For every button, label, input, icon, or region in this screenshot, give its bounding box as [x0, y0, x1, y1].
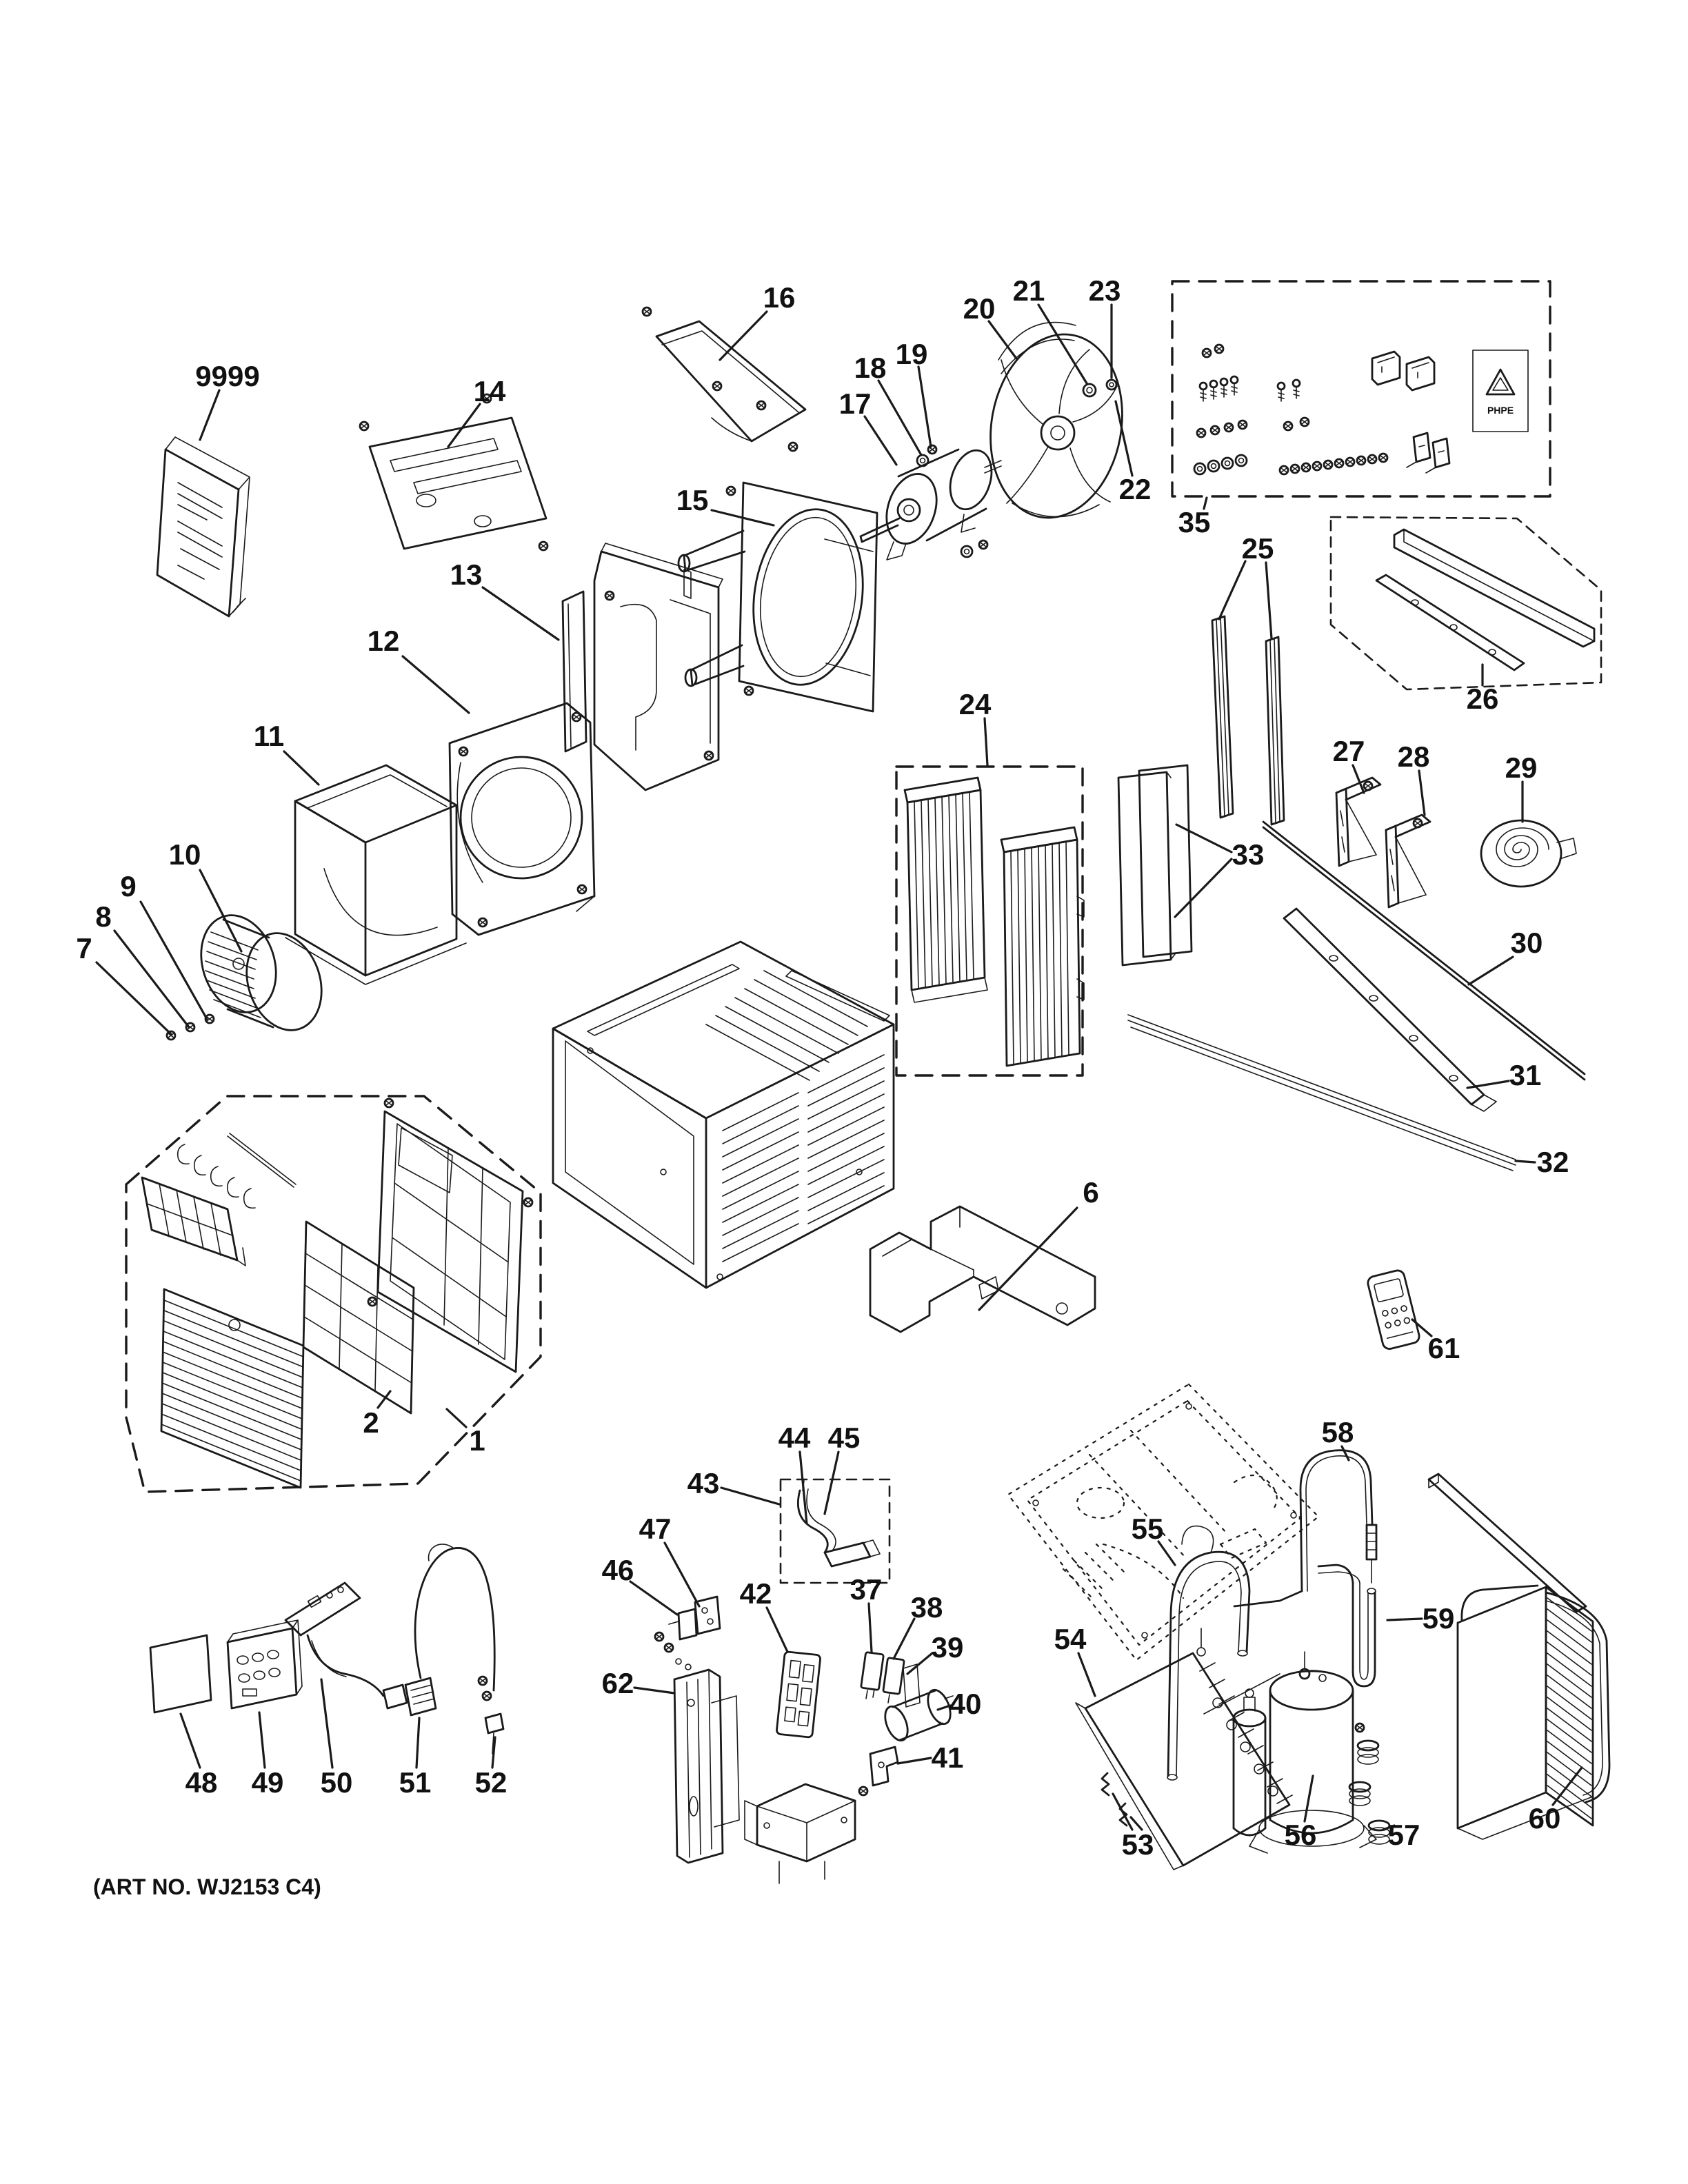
leader-line-55 [1158, 1541, 1175, 1565]
seal-bar-drawing [1429, 1474, 1586, 1612]
part-label-29: 29 [1505, 751, 1538, 784]
part-label-35: 35 [1178, 506, 1211, 538]
part-label-12: 12 [367, 625, 400, 657]
part-label-20: 20 [963, 292, 996, 325]
leader-line-33 [1176, 825, 1232, 852]
leader-line-40 [938, 1706, 950, 1710]
leader-line-50 [321, 1679, 332, 1768]
part-label-45: 45 [827, 1422, 861, 1454]
part-label-51: 51 [399, 1766, 432, 1799]
grommets-57-drawing [1349, 1723, 1389, 1844]
window-seal-strips-25-drawing [1212, 616, 1284, 825]
control-box-49-drawing [228, 1620, 302, 1708]
control-escutcheon-42-drawing [776, 1652, 821, 1738]
art-no: (ART NO. WJ2153 C4) [93, 1874, 321, 1899]
cabinet-wrapper-drawing [553, 942, 894, 1288]
leader-line-25 [1219, 561, 1245, 619]
leader-line-18 [878, 381, 921, 455]
part-label-28: 28 [1397, 740, 1430, 773]
condenser-coil-54-drawing [1076, 1628, 1292, 1870]
leader-line-54 [1078, 1653, 1095, 1696]
support-bracket-27-drawing [1336, 778, 1380, 866]
leader-line-44 [800, 1452, 807, 1524]
leader-line-42 [767, 1608, 787, 1652]
fan-motor-17-drawing [861, 445, 1001, 560]
curtain-frame-kit-box-26-drawing [1331, 517, 1601, 689]
insulation-panels-33-drawing [1118, 765, 1192, 965]
leader-line-38 [894, 1619, 914, 1659]
leader-line-13 [483, 587, 559, 640]
foam-seal-roll-29-drawing [1481, 820, 1576, 887]
part-label-49: 49 [251, 1766, 284, 1799]
leader-line-8 [114, 931, 189, 1027]
part-label-62: 62 [601, 1667, 634, 1699]
power-cord-51-drawing [405, 1544, 494, 1715]
part-label-26: 26 [1466, 682, 1499, 715]
part-label-19: 19 [895, 338, 928, 370]
leader-line-32 [1516, 1161, 1535, 1162]
leader-line-21 [1038, 305, 1087, 383]
leader-line-9 [141, 902, 207, 1019]
leader-line-1 [447, 1409, 466, 1427]
leader-line-9999 [200, 390, 219, 440]
u-tube-59-drawing [1318, 1565, 1376, 1686]
top-cover-16-drawing [643, 307, 805, 451]
leader-line-27 [1353, 765, 1364, 793]
part-label-17: 17 [838, 387, 872, 420]
part-label-24: 24 [958, 688, 992, 720]
leader-line-28 [1419, 771, 1425, 815]
leader-line-24 [985, 718, 987, 765]
part-label-1: 1 [469, 1424, 485, 1457]
capacitor-bracket-41-drawing [859, 1747, 898, 1795]
part-label-48: 48 [185, 1766, 218, 1799]
part-label-9999: 9999 [195, 360, 260, 392]
part-label-11: 11 [253, 720, 285, 752]
evaporator-coil-60-drawing [1458, 1586, 1609, 1839]
leader-line-10 [200, 870, 241, 951]
part-label-40: 40 [949, 1688, 982, 1720]
leader-line-37 [869, 1604, 872, 1652]
part-label-21: 21 [1012, 274, 1045, 307]
part-label-27: 27 [1332, 735, 1365, 767]
part-label-44: 44 [778, 1422, 811, 1454]
part-label-23: 23 [1088, 274, 1121, 307]
ribbon-cable-box-43-44-45-drawing [781, 1479, 890, 1583]
motor-nut-19-drawing [928, 445, 936, 454]
part-label-38: 38 [910, 1591, 943, 1624]
recycle-material-mark: PHPE [1487, 405, 1514, 416]
part-label-13: 13 [450, 558, 483, 591]
part-label-43: 43 [687, 1467, 720, 1499]
leader-line-53 [1113, 1794, 1132, 1830]
part-label-54: 54 [1054, 1623, 1087, 1655]
motor-washer-18-drawing [917, 455, 928, 466]
leader-line-62 [634, 1688, 674, 1693]
air-deflector-11-drawing [285, 765, 466, 984]
part-label-41: 41 [931, 1741, 964, 1774]
part-label-55: 55 [1131, 1513, 1164, 1545]
leader-line-59 [1387, 1619, 1422, 1620]
part-label-42: 42 [739, 1577, 772, 1610]
part-label-47: 47 [639, 1513, 672, 1545]
sill-plate-14-drawing [360, 394, 547, 550]
part-label-2: 2 [363, 1406, 379, 1439]
part-label-56: 56 [1284, 1819, 1317, 1851]
part-label-32: 32 [1536, 1146, 1569, 1178]
part-label-53: 53 [1121, 1828, 1154, 1861]
leader-line-49 [259, 1712, 265, 1768]
leader-line-47 [665, 1543, 699, 1606]
seal-strip-32-drawing [1128, 1015, 1516, 1171]
part-label-15: 15 [676, 484, 709, 516]
leader-line-11 [284, 751, 319, 785]
leader-line-41 [898, 1758, 931, 1763]
part-label-37: 37 [850, 1573, 883, 1606]
part-label-50: 50 [320, 1766, 353, 1799]
leader-line-39 [907, 1653, 932, 1674]
part-label-39: 39 [931, 1631, 964, 1664]
part-label-46: 46 [601, 1554, 634, 1586]
control-bracket-62-drawing [674, 1670, 739, 1863]
part-label-52: 52 [474, 1766, 508, 1799]
part-label-10: 10 [168, 838, 201, 871]
tubing-55-drawing [1167, 1526, 1249, 1780]
part-label-61: 61 [1427, 1332, 1460, 1364]
leader-line-7 [97, 962, 171, 1034]
part-label-6: 6 [1083, 1176, 1099, 1209]
leader-line-16 [720, 312, 767, 360]
leader-line-58 [1342, 1446, 1349, 1460]
leader-line-25 [1266, 563, 1272, 638]
part-label-8: 8 [95, 900, 112, 933]
part-label-59: 59 [1422, 1602, 1455, 1635]
leader-line-12 [403, 656, 469, 713]
leader-line-17 [865, 416, 896, 465]
part-label-58: 58 [1321, 1416, 1354, 1448]
support-bracket-28-drawing [1386, 815, 1430, 907]
part-label-9: 9 [120, 870, 137, 902]
leader-line-51 [416, 1718, 419, 1768]
switch-brackets-46-47-drawing [655, 1597, 720, 1670]
label-plate-48-drawing [150, 1635, 211, 1712]
leader-line-56 [1305, 1776, 1313, 1821]
part-label-16: 16 [763, 281, 796, 314]
leader-line-43 [721, 1488, 779, 1504]
switches-37-38-39-drawing [861, 1652, 920, 1707]
leader-line-45 [825, 1452, 838, 1514]
fan-shroud-15-drawing [679, 483, 877, 711]
part-label-18: 18 [854, 352, 887, 384]
leader-line-22 [1116, 401, 1132, 476]
part-label-60: 60 [1528, 1802, 1561, 1834]
part-label-30: 30 [1510, 927, 1543, 959]
coil-clips-53-drawing [1102, 1773, 1127, 1826]
leader-line-46 [630, 1581, 677, 1615]
capacitor-40-drawing [881, 1687, 954, 1744]
part-label-25: 25 [1241, 532, 1274, 565]
leader-line-33 [1175, 859, 1232, 917]
owner-manual-9999-drawing [157, 437, 250, 616]
cord-clamp-52-drawing [479, 1677, 503, 1754]
part-label-31: 31 [1509, 1059, 1542, 1091]
remote-control-61-drawing [1367, 1269, 1421, 1351]
part-label-33: 33 [1232, 838, 1265, 871]
mounting-bracket-box-drawing [745, 1784, 855, 1883]
part-label-57: 57 [1387, 1819, 1420, 1851]
pcb-assembly-50-drawing [285, 1583, 407, 1708]
fan-hub-hardware-21-22-23-drawing [1083, 380, 1116, 396]
part-label-7: 7 [76, 932, 92, 964]
hardware-kit-box-35-drawing [1172, 281, 1550, 496]
thermostat-capillary-58-drawing [1234, 1450, 1376, 1606]
leader-line-48 [181, 1714, 200, 1768]
part-label-22: 22 [1118, 473, 1152, 505]
window-curtains-box-24-drawing [896, 767, 1084, 1075]
mounting-bar-31-drawing [1284, 909, 1496, 1111]
part-label-14: 14 [473, 375, 506, 407]
leader-line-30 [1469, 957, 1513, 984]
scroll-housing-12-drawing [450, 703, 594, 935]
leader-line-19 [918, 367, 931, 447]
